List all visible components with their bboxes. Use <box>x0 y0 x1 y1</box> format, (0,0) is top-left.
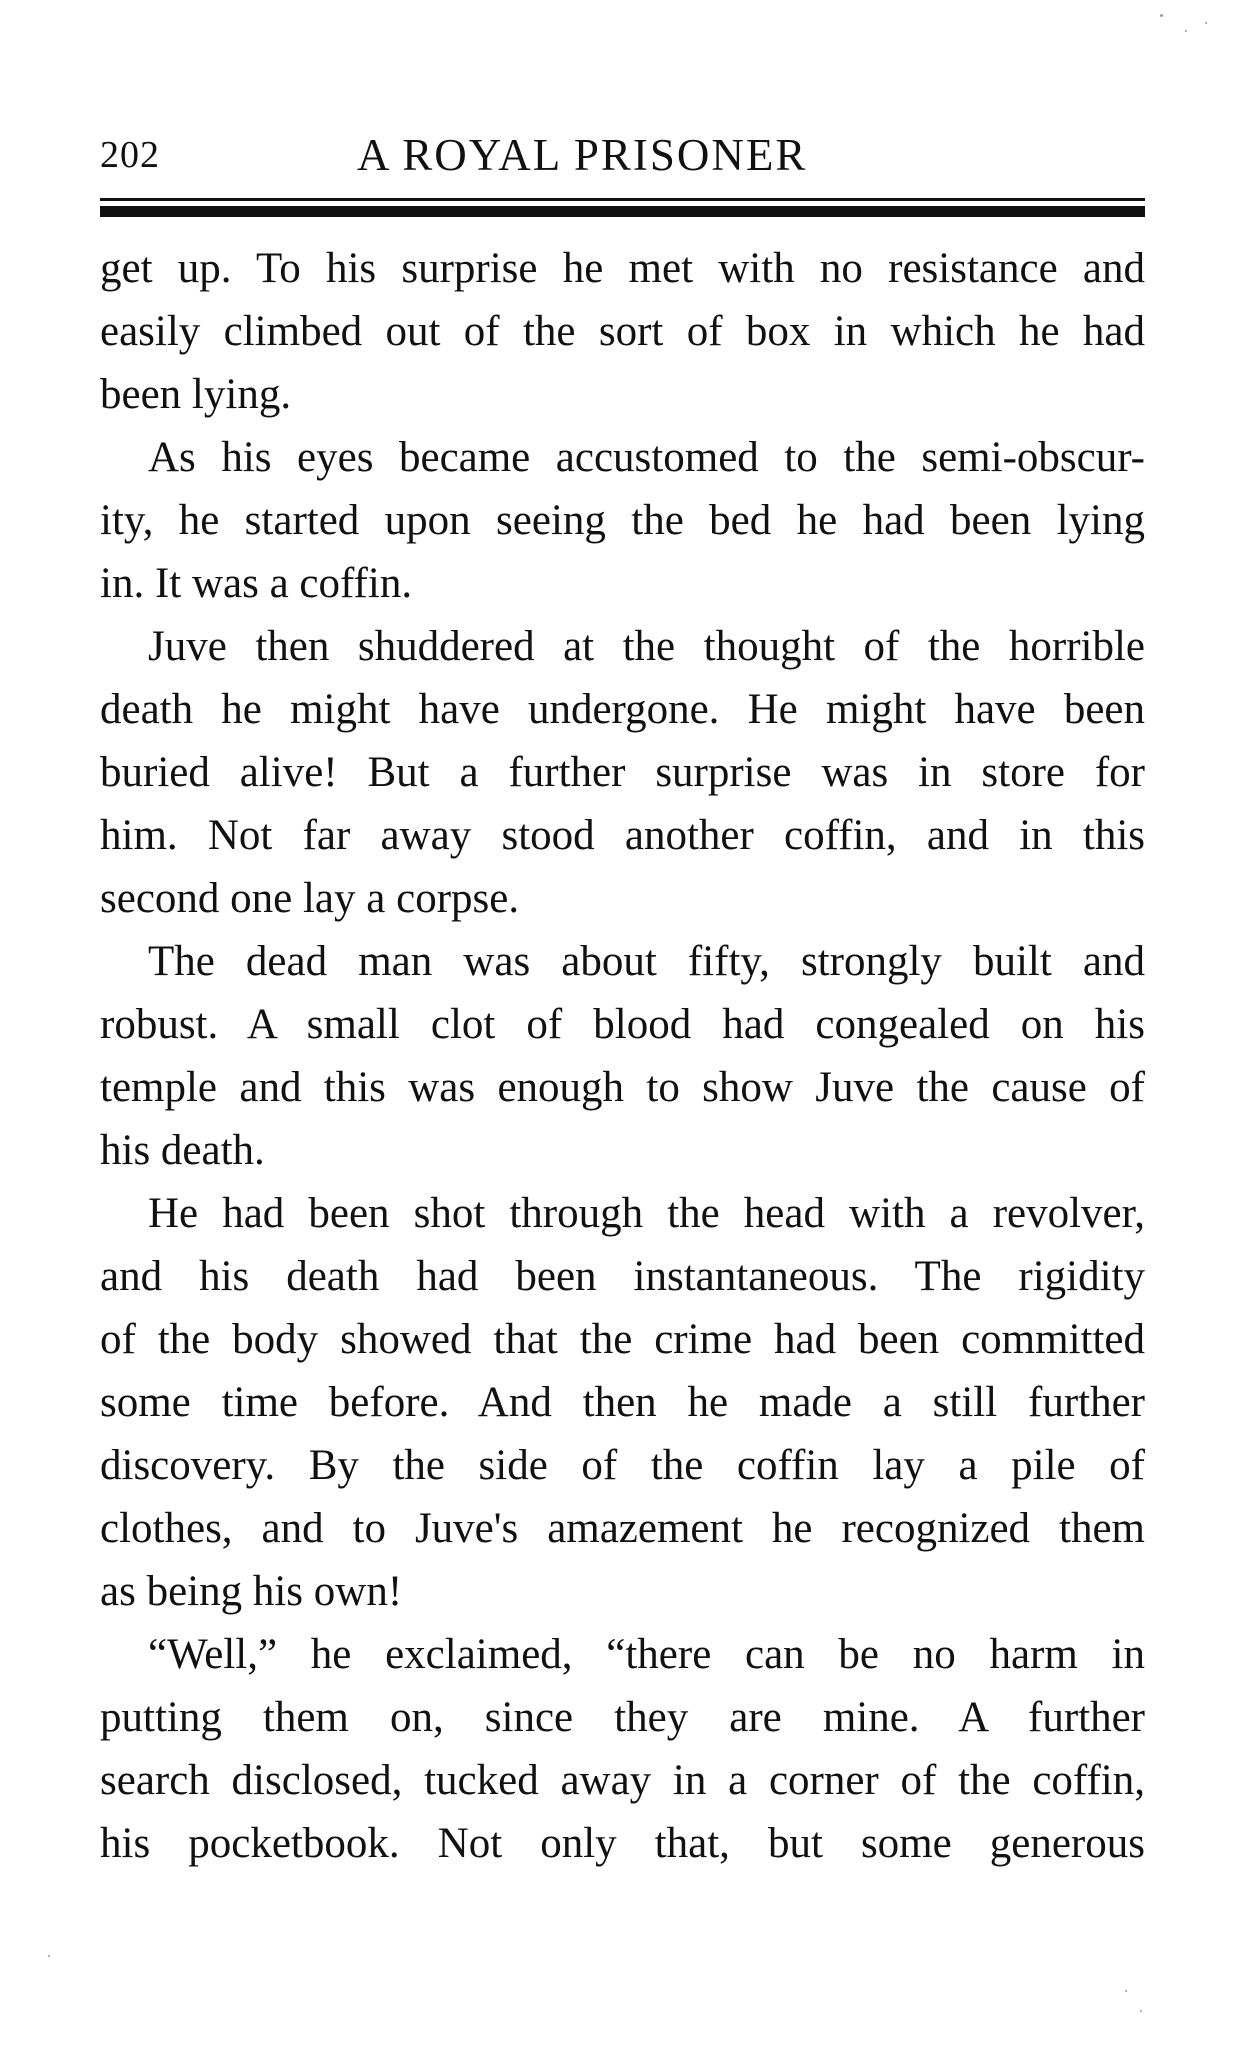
text-line: robust. A small clot of blood had congealed on his <box>100 1001 1145 1048</box>
text-line: death he might have undergone. He might have been <box>100 686 1145 733</box>
scan-speck <box>1125 1990 1127 1992</box>
text-line: been lying. <box>100 371 292 418</box>
text-line: discovery. By the side of the coffin lay a pile of <box>100 1442 1145 1489</box>
text-line: clothes, and to Juve's amazement he recognized them <box>100 1505 1145 1552</box>
text-line: easily climbed out of the sort of box in which he had <box>100 308 1145 355</box>
header-rule-thick <box>100 206 1145 217</box>
page-header <box>100 120 1145 190</box>
text-line: of the body showed that the crime had been committed <box>100 1316 1145 1363</box>
scan-speck <box>1205 22 1207 24</box>
text-line: search disclosed, tucked away in a corner of the coffin, <box>100 1757 1145 1804</box>
running-title: A ROYAL PRISONER <box>357 130 808 180</box>
text-line: “Well,” he exclaimed, “there can be no harm in <box>148 1631 1145 1678</box>
text-line: ity, he started upon seeing the bed he had been lying <box>100 497 1145 544</box>
text-line: As his eyes became accustomed to the semi-obscur- <box>148 434 1145 481</box>
body-text <box>100 237 1145 1875</box>
text-line: his death. <box>100 1127 265 1174</box>
scan-speck <box>48 1955 50 1957</box>
text-line: him. Not far away stood another coffin, and in this <box>100 812 1145 859</box>
text-line: in. It was a coffin. <box>100 560 413 607</box>
scan-speck <box>1140 2010 1142 2012</box>
text-line: temple and this was enough to show Juve the cause of <box>100 1064 1145 1111</box>
text-line: Juve then shuddered at the thought of the horrible <box>148 623 1145 670</box>
page-number: 202 <box>100 134 160 176</box>
text-line: He had been shot through the head with a revolver, <box>148 1190 1145 1237</box>
text-line: get up. To his surprise he met with no resistance and <box>100 245 1145 292</box>
text-line: second one lay a corpse. <box>100 875 520 922</box>
text-line: and his death had been instantaneous. The rigidity <box>100 1253 1145 1300</box>
header-rule-thin <box>100 198 1145 201</box>
text-line: putting them on, since they are mine. A further <box>100 1694 1145 1741</box>
text-line: his pocketbook. Not only that, but some generous <box>100 1820 1145 1867</box>
text-line: buried alive! But a further surprise was in store for <box>100 749 1145 796</box>
text-line: as being his own! <box>100 1568 403 1615</box>
text-line: The dead man was about fifty, strongly built and <box>148 938 1145 985</box>
scan-speck <box>1160 14 1163 17</box>
scan-speck <box>1185 30 1187 32</box>
text-line: some time before. And then he made a still further <box>100 1379 1145 1426</box>
